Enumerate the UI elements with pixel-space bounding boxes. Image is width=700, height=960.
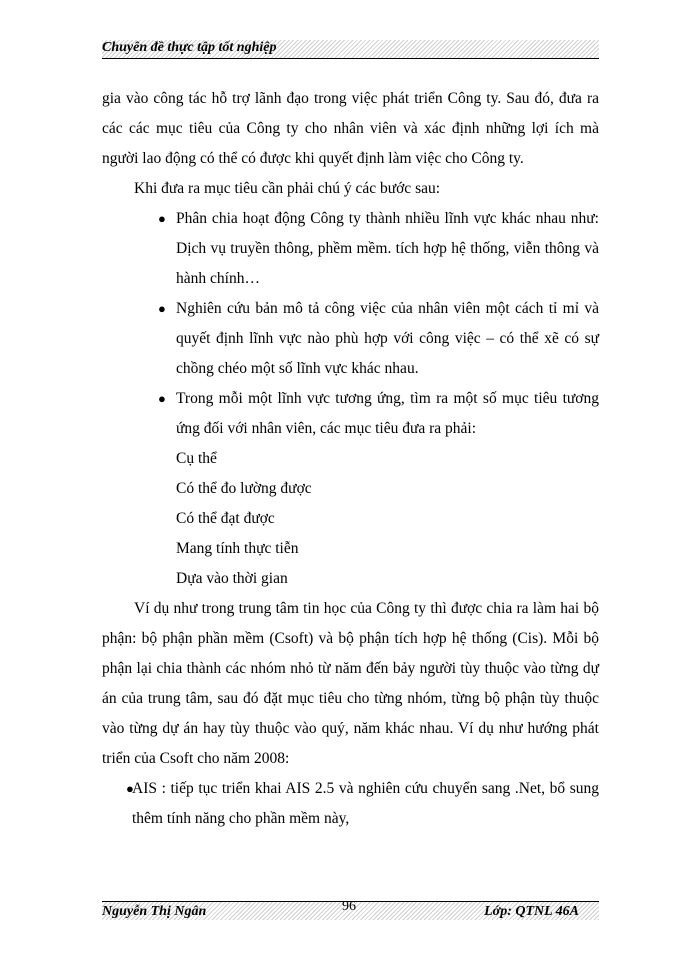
plans-list (102, 774, 599, 834)
example-paragraph: Ví dụ như trong trung tâm tin học của Công ty thì được chia ra làm hai bộ phận: bộ phận phần mềm (Csoft) và bộ phận tích hợp hệ thống (Cis). Mỗi bộ phận lại chia thành các nhóm nhỏ từ năm đến bảy người tùy thuộc vào từng dự án của trung tâm, sau đó đặt mục tiêu cho từng nhóm, từng bộ phận tùy thuộc vào từng dự án hay tùy thuộc vào quý, năm khác nhau. Ví dụ như hướng phát triển của Csoft cho năm 2008: (102, 600, 599, 767)
page-footer (102, 901, 599, 920)
page-header (102, 40, 599, 59)
bullet-icon: ● (126, 781, 134, 796)
intro-paragraph: gia vào công tác hỗ trợ lãnh đạo trong việc phát triển Công ty. Sau đó, đưa ra các các mục tiêu của Công ty cho nhân viên và xác định những lợi ích mà người lao động có thể có được khi quyết định làm việc cho Công ty. (102, 90, 599, 167)
list-item (102, 774, 599, 834)
list-item (102, 294, 599, 384)
criteria-item: Có thể đạt được (176, 510, 275, 527)
list-item-text: Nghiên cứu bản mô tả công việc của nhân viên một cách tỉ mỉ và quyết định lĩnh vực nào phù hợp với công việc – có thể xẽ có sự chồng chéo một số lĩnh vực khác nhau. (176, 300, 599, 377)
criteria-item: Có thể đo lường được (176, 480, 312, 497)
bullet-icon: ● (158, 211, 166, 226)
bullet-icon: ● (158, 391, 166, 406)
criteria-item: Mang tính thực tiễn (176, 540, 299, 557)
bullet-icon: ● (158, 301, 166, 316)
criteria-list (102, 444, 599, 594)
criteria-item: Cụ thể (176, 450, 217, 467)
criteria-item: Dựa vào thời gian (176, 570, 288, 587)
steps-intro-paragraph: Khi đưa ra mục tiêu cần phải chú ý các bước sau: (134, 180, 441, 197)
footer-author: Nguyễn Thị Ngân (102, 904, 207, 919)
footer-class: Lớp: QTNL 46A (484, 904, 579, 919)
steps-list (102, 204, 599, 444)
document-body (102, 84, 599, 834)
list-item-text: Trong mỗi một lĩnh vực tương ứng, tìm ra một số mục tiêu tương ứng đối với nhân viên, các mục tiêu đưa ra phải: (176, 390, 599, 437)
page-number: 96 (342, 899, 356, 914)
list-item (102, 204, 599, 294)
list-item (102, 384, 599, 444)
list-item-text: AIS : tiếp tục triển khai AIS 2.5 và nghiên cứu chuyển sang .Net, bổ sung thêm tính năng cho phần mềm này, (132, 780, 599, 827)
header-title: Chuyên đề thực tập tốt nghiệp (102, 40, 277, 55)
list-item-text: Phân chia hoạt động Công ty thành nhiều lĩnh vực khác nhau như: Dịch vụ truyền thông, phềm mềm. tích hợp hệ thống, viễn thông và hành chính… (176, 210, 599, 287)
